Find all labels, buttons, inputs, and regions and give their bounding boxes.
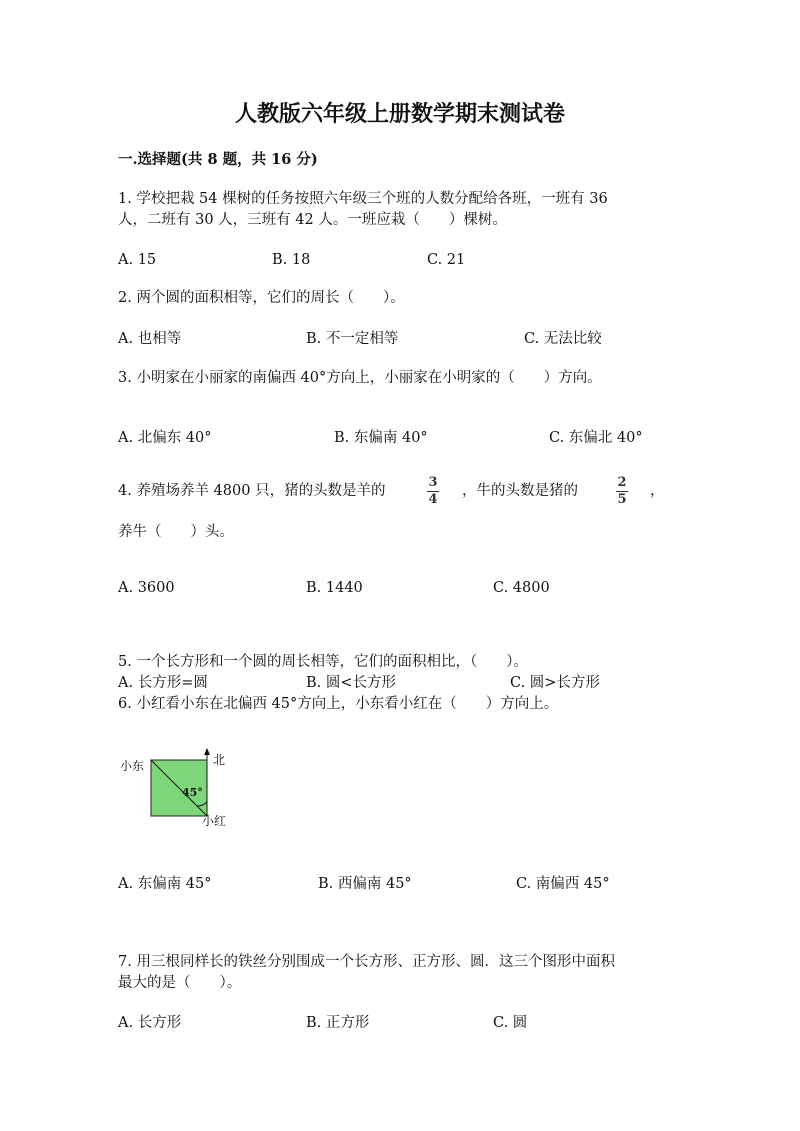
label-xiaodong: 小东 — [120, 759, 145, 773]
question-6-option-b: B. 西偏南 45° — [318, 876, 412, 892]
question-7-text-line2: 最大的是（ ）。 — [118, 975, 242, 991]
question-5-option-c: C. 圆>长方形 — [510, 675, 600, 691]
question-4-option-b: B. 1440 — [306, 580, 363, 596]
question-4-text-line2: 养牛（ ）头。 — [118, 524, 234, 540]
page-title: 人教版六年级上册数学期末测试卷 — [234, 101, 565, 127]
question-4-option-c: C. 4800 — [493, 580, 550, 596]
question-1-text-line1: 1. 学校把栽 54 棵树的任务按照六年级三个班的人数分配给各班，一班有 36 — [118, 191, 608, 207]
question-2-option-b: B. 不一定相等 — [306, 331, 399, 347]
question-5-text: 5. 一个长方形和一个圆的周长相等，它们的面积相比，（ ）。 — [118, 654, 528, 670]
question-3-option-c: C. 东偏北 40° — [549, 430, 643, 446]
question-7-option-a: A. 长方形 — [118, 1015, 182, 1031]
question-1-text-line2: 人，二班有 30 人，三班有 42 人。一班应栽（ ）棵树。 — [118, 212, 507, 228]
question-2-option-a: A. 也相等 — [118, 331, 182, 347]
direction-diagram — [118, 748, 238, 830]
north-arrow-icon — [204, 748, 210, 755]
question-3-option-a: A. 北偏东 40° — [118, 430, 212, 446]
fraction-three-quarters — [423, 476, 443, 507]
question-7-text-line1: 7. 用三根同样长的铁丝分别围成一个长方形、正方形、圆．这三个图形中面积 — [118, 954, 615, 970]
question-7-option-b: B. 正方形 — [306, 1015, 370, 1031]
question-6-option-c: C. 南偏西 45° — [516, 876, 610, 892]
question-4-option-a: A. 3600 — [118, 580, 175, 596]
question-4-text-part2: ，牛的头数是猪的 — [462, 483, 578, 499]
label-xiaohong: 小红 — [202, 814, 227, 828]
question-1-option-a: A. 15 — [118, 252, 157, 268]
question-4-text-part1: 4. 养殖场养羊 4800 只，猪的头数是羊的 — [118, 483, 386, 499]
question-1-option-c: C. 21 — [427, 252, 466, 268]
question-7-option-c: C. 圆 — [493, 1015, 528, 1031]
question-5-option-b: B. 圆<长方形 — [306, 675, 397, 691]
question-6-option-a: A. 东偏南 45° — [118, 876, 212, 892]
question-4-text-part3: ， — [650, 483, 665, 499]
question-1-option-b: B. 18 — [272, 252, 311, 268]
fraction-denominator: 4 — [428, 492, 438, 507]
fraction-numerator: 2 — [617, 475, 627, 490]
question-2-option-c: C. 无法比较 — [524, 331, 602, 347]
question-3-text: 3. 小明家在小丽家的南偏西 40°方向上，小丽家在小明家的（ ）方向。 — [118, 370, 602, 386]
fraction-numerator: 3 — [428, 475, 438, 490]
section-heading: 一.选择题(共 8 题，共 16 分) — [118, 151, 318, 168]
label-north: 北 — [213, 753, 226, 767]
question-5-option-a: A. 长方形=圆 — [118, 675, 208, 691]
question-3-option-b: B. 东偏南 40° — [334, 430, 428, 446]
fraction-denominator: 5 — [617, 492, 627, 507]
label-angle: 45° — [182, 786, 203, 799]
question-6-text: 6. 小红看小东在北偏西 45°方向上，小东看小红在（ ）方向上。 — [118, 696, 559, 712]
question-2-text: 2. 两个圆的面积相等，它们的周长（ ）。 — [118, 290, 405, 306]
fraction-two-fifths — [612, 476, 632, 507]
